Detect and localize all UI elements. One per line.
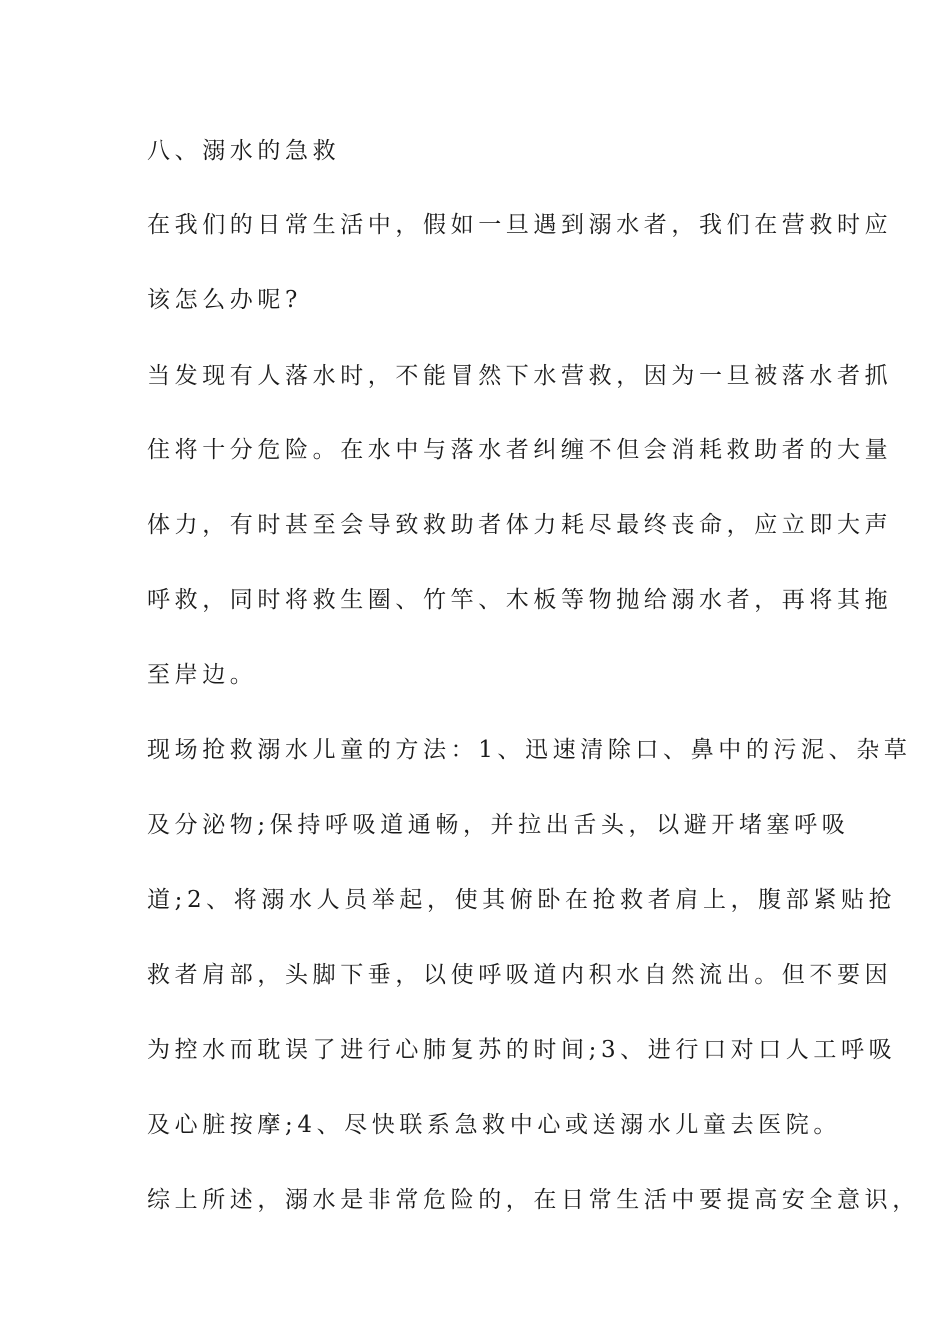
text-line: 现场抢救溺水儿童的方法：1、迅速清除口、鼻中的污泥、杂草 bbox=[147, 737, 912, 763]
text-line: 综上所述，溺水是非常危险的，在日常生活中要提高安全意识， bbox=[147, 1187, 920, 1213]
text-line: 道;2、将溺水人员举起，使其俯卧在抢救者肩上，腹部紧贴抢 bbox=[147, 887, 897, 913]
text-line: 在我们的日常生活中，假如一旦遇到溺水者，我们在营救时应 bbox=[147, 212, 893, 238]
text-line: 呼救，同时将救生圈、竹竿、木板等物抛给溺水者，再将其拖 bbox=[147, 587, 893, 613]
section-heading: 八、溺水的急救 bbox=[147, 138, 341, 164]
text-line: 体力，有时甚至会导致救助者体力耗尽最终丧命，应立即大声 bbox=[147, 512, 893, 538]
text-line: 至岸边。 bbox=[147, 662, 258, 688]
text-line: 及心脏按摩;4、尽快联系急救中心或送溺水儿童去医院。 bbox=[147, 1112, 841, 1138]
text-line: 救者肩部，头脚下垂，以使呼吸道内积水自然流出。但不要因 bbox=[147, 962, 893, 988]
text-line: 当发现有人落水时，不能冒然下水营救，因为一旦被落水者抓 bbox=[147, 363, 893, 389]
text-line: 住将十分危险。在水中与落水者纠缠不但会消耗救助者的大量 bbox=[147, 437, 893, 463]
text-line: 为控水而耽误了进行心肺复苏的时间;3、进行口对口人工呼吸 bbox=[147, 1037, 897, 1063]
text-line: 及分泌物;保持呼吸道通畅，并拉出舌头，以避开堵塞呼吸 bbox=[147, 812, 850, 838]
text-line: 该怎么办呢? bbox=[147, 287, 302, 313]
